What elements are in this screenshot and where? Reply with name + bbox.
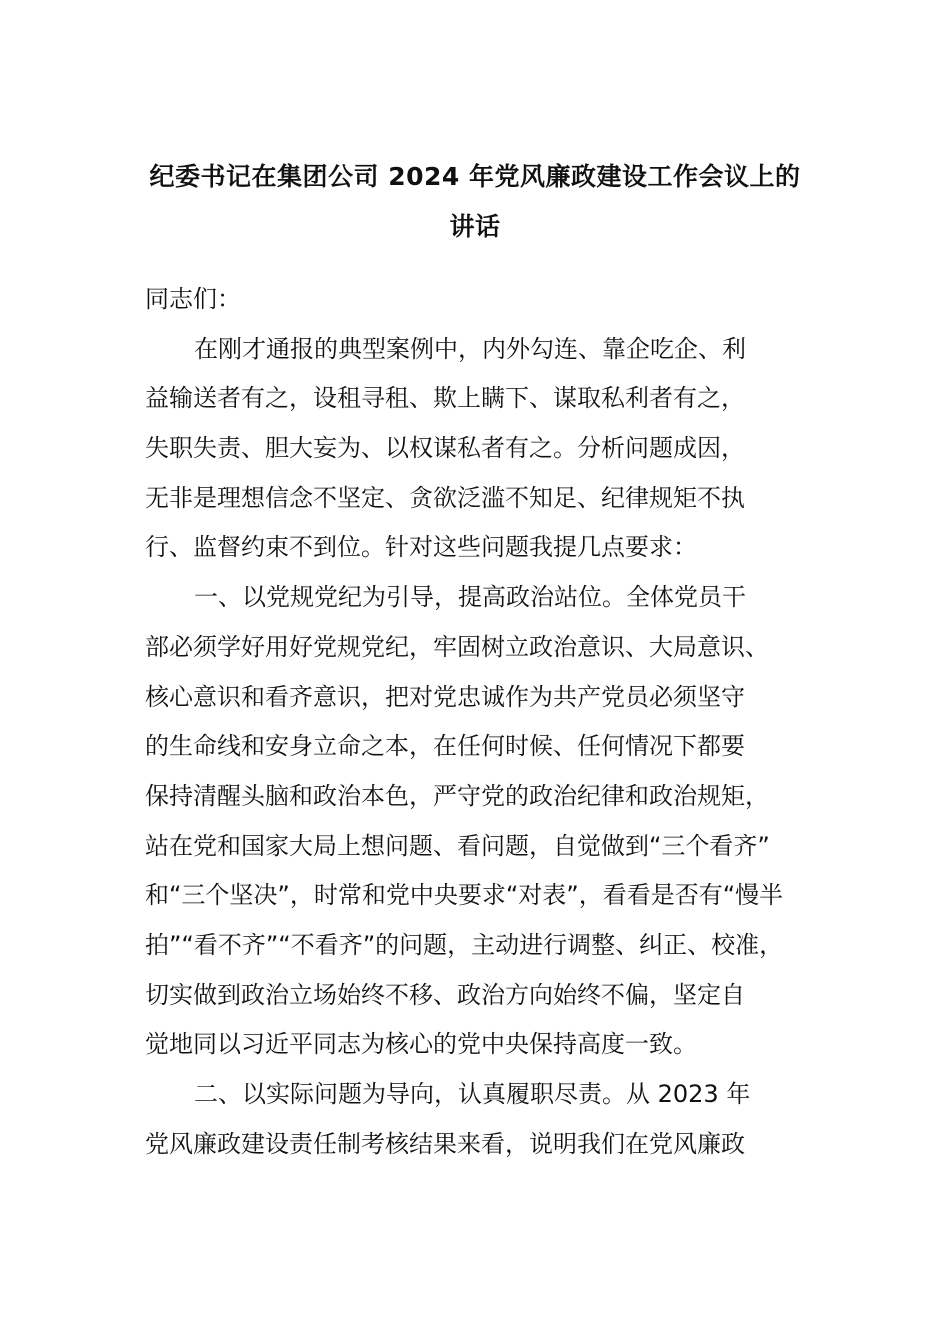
body-line: 的生命线和安身立命之本，在任何时候、任何情况下都要 xyxy=(145,732,745,761)
body-line: 失职失责、胆大妄为、以权谋私者有之。分析问题成因， xyxy=(145,434,745,463)
body-line: 行、监督约束不到位。针对这些问题我提几点要求： xyxy=(145,533,697,562)
body-line: 拍”“看不齐”“不看齐”的问题，主动进行调整、纠正、校准， xyxy=(145,930,784,959)
body-line: 觉地同以习近平同志为核心的党中央保持高度一致。 xyxy=(145,1030,697,1059)
body-line: 在刚才通报的典型案例中，内外勾连、靠企吃企、利 xyxy=(194,334,746,363)
body-line: 同志们： xyxy=(145,285,241,313)
document-body xyxy=(145,275,810,1169)
body-line: 部必须学好用好党规党纪，牢固树立政治意识、大局意识、 xyxy=(145,632,769,661)
title-line-2: 讲话 xyxy=(449,212,501,241)
body-line: 党风廉政建设责任制考核结果来看，说明我们在党风廉政 xyxy=(145,1129,745,1158)
document-title xyxy=(120,152,830,252)
body-line: 核心意识和看齐意识，把对党忠诚作为共产党员必须坚守 xyxy=(145,682,745,711)
body-line: 保持清醒头脑和政治本色，严守党的政治纪律和政治规矩， xyxy=(145,781,769,810)
body-line: 益输送者有之，设租寻租、欺上瞒下、谋取私利者有之， xyxy=(145,384,745,413)
body-line: 一、以党规党纪为引导，提高政治站位。全体党员干 xyxy=(194,583,746,612)
body-line: 无非是理想信念不坚定、贪欲泛滥不知足、纪律规矩不执 xyxy=(145,483,745,512)
title-line-1: 纪委书记在集团公司 2024 年党风廉政建设工作会议上的 xyxy=(149,162,801,191)
body-line: 和“三个坚决”，时常和党中央要求“对表”，看看是否有“慢半 xyxy=(145,881,784,910)
body-line: 站在党和国家大局上想问题、看问题，自觉做到“三个看齐” xyxy=(145,831,770,860)
body-line: 切实做到政治立场始终不移、政治方向始终不偏，坚定自 xyxy=(145,980,745,1009)
body-line: 二、以实际问题为导向，认真履职尽责。从 2023 年 xyxy=(194,1080,751,1108)
